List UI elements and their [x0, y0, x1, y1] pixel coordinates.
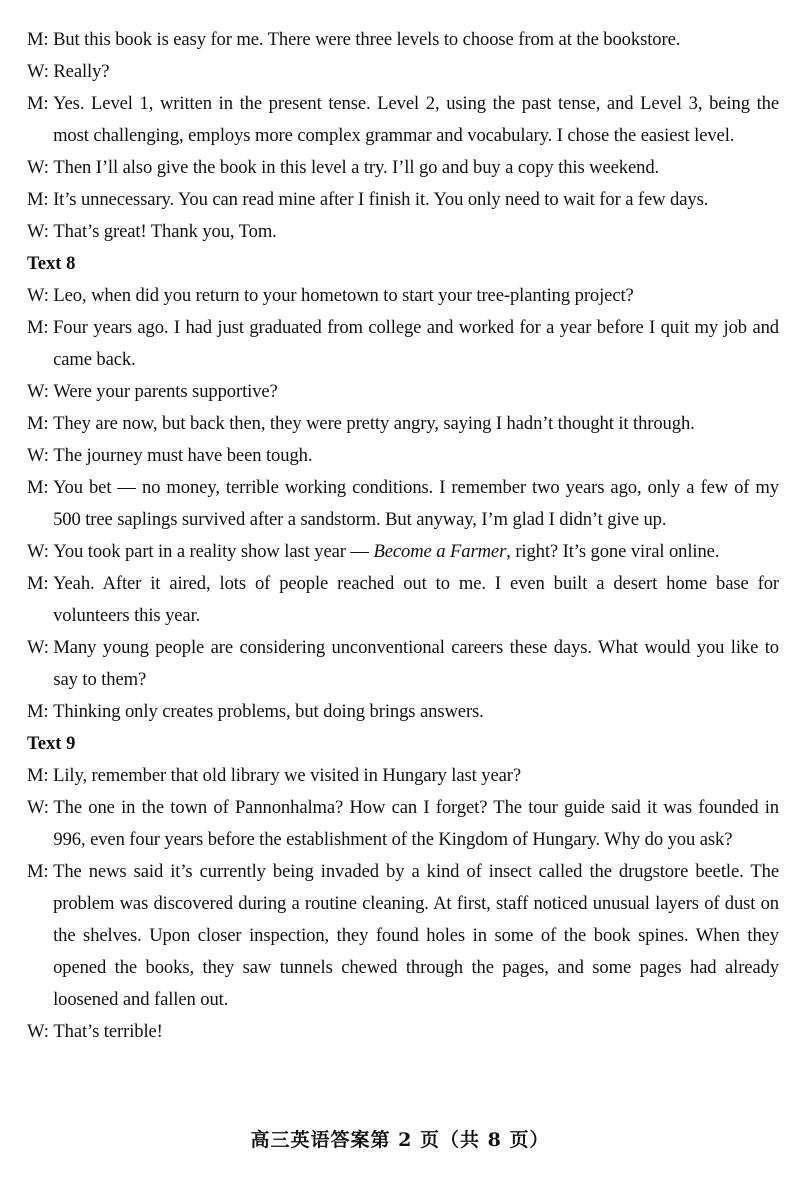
dialogue-text: Were your parents supportive? — [53, 381, 278, 402]
dialogue-text: That’s terrible! — [53, 1021, 163, 1042]
speaker-label: M: — [27, 317, 54, 338]
dialogue-line — [27, 760, 779, 792]
dialogue-text: That’s great! Thank you, Tom. — [53, 221, 277, 242]
dialogue-text: The journey must have been tough. — [53, 445, 313, 466]
dialogue-text: Thinking only creates problems, but doing brings answers. — [53, 701, 484, 722]
speaker-label: W: — [27, 797, 54, 818]
speaker-label: M: — [27, 477, 54, 498]
dialogue-text: The news said it’s currently being invaded by a kind of insect called the drugstore beetle. The problem was discovered during a routine cleaning. At first, staff noticed unusual layers of dust on the shelves. Upon closer inspection, they found holes in some of the book spines. When they opened the books, they saw tunnels chewed through the pages, and some pages had already loosened and fallen out. — [53, 861, 779, 1010]
speaker-label: W: — [27, 637, 54, 658]
dialogue-line — [27, 472, 779, 536]
dialogue-text: You bet — no money, terrible working conditions. I remember two years ago, only a few of my 500 tree saplings survived after a sandstorm. But anyway, I’m glad I didn’t give up. — [53, 477, 779, 530]
dialogue-text: Really? — [53, 61, 110, 82]
speaker-label: W: — [27, 61, 54, 82]
speaker-label: M: — [27, 573, 54, 594]
dialogue-line — [27, 536, 779, 568]
speaker-label: W: — [27, 221, 54, 242]
dialogue-text: Four years ago. I had just graduated from college and worked for a year before I quit my job and came back. — [53, 317, 779, 370]
dialogue-line — [27, 408, 779, 440]
speaker-label: M: — [27, 861, 54, 882]
dialogue-line — [27, 440, 779, 472]
dialogue-line — [27, 216, 779, 248]
dialogue-text: Lily, remember that old library we visited in Hungary last year? — [53, 765, 521, 786]
dialogue-text: Many young people are considering unconventional careers these days. What would you like to say to them? — [53, 637, 779, 690]
dialogue-line — [27, 152, 779, 184]
dialogue-line — [27, 696, 779, 728]
dialogue-text: They are now, but back then, they were pretty angry, saying I hadn’t thought it through. — [53, 413, 695, 434]
dialogue-text: It’s unnecessary. You can read mine after I finish it. You only need to wait for a few days. — [53, 189, 709, 210]
section-heading-text-8: Text 8 — [27, 253, 76, 274]
page-footer: 高三英语答案第 2 页（共 8 页） — [250, 1129, 550, 1151]
speaker-label: M: — [27, 189, 54, 210]
dialogue-text: The one in the town of Pannonhalma? How can I forget? The tour guide said it was founded in 996, even four years before the establishment of the Kingdom of Hungary. Why do you ask? — [53, 797, 779, 850]
dialogue-text-part: , right? It’s gone viral online. — [506, 541, 720, 562]
dialogue-text-part: You took part in a reality show last year — — [53, 541, 374, 562]
dialogue-line — [27, 56, 779, 88]
dialogue-line — [27, 88, 779, 152]
dialogue-line — [27, 568, 779, 632]
speaker-label: W: — [27, 381, 54, 402]
speaker-label: M: — [27, 701, 54, 722]
speaker-label: M: — [27, 413, 54, 434]
dialogue-line — [27, 1016, 779, 1048]
dialogue-text: Yes. Level 1, written in the present tense. Level 2, using the past tense, and Level 3, being the most challenging, employs more complex grammar and vocabulary. I chose the easiest level. — [53, 93, 779, 146]
transcript-body — [27, 24, 779, 1048]
dialogue-line — [27, 792, 779, 856]
dialogue-line — [27, 632, 779, 696]
dialogue-text — [53, 536, 779, 568]
speaker-label: W: — [27, 541, 54, 562]
dialogue-text: Then I’ll also give the book in this level a try. I’ll go and buy a copy this weekend. — [53, 157, 660, 178]
dialogue-text: Leo, when did you return to your hometown to start your tree-planting project? — [53, 285, 634, 306]
dialogue-text: But this book is easy for me. There were three levels to choose from at the bookstore. — [53, 29, 681, 50]
speaker-label: W: — [27, 445, 54, 466]
section-heading-text-9: Text 9 — [27, 733, 76, 754]
speaker-label: M: — [27, 93, 54, 114]
speaker-label: W: — [27, 1021, 54, 1042]
dialogue-line — [27, 280, 779, 312]
speaker-label: W: — [27, 285, 54, 306]
dialogue-line — [27, 184, 779, 216]
speaker-label: M: — [27, 765, 54, 786]
show-title: Become a Farmer — [373, 541, 507, 562]
speaker-label: M: — [27, 29, 54, 50]
dialogue-text: Yeah. After it aired, lots of people reached out to me. I even built a desert home base for volunteers this year. — [53, 573, 779, 626]
dialogue-line — [27, 376, 779, 408]
dialogue-line — [27, 312, 779, 376]
dialogue-line — [27, 856, 779, 1016]
speaker-label: W: — [27, 157, 54, 178]
dialogue-line — [27, 24, 779, 56]
